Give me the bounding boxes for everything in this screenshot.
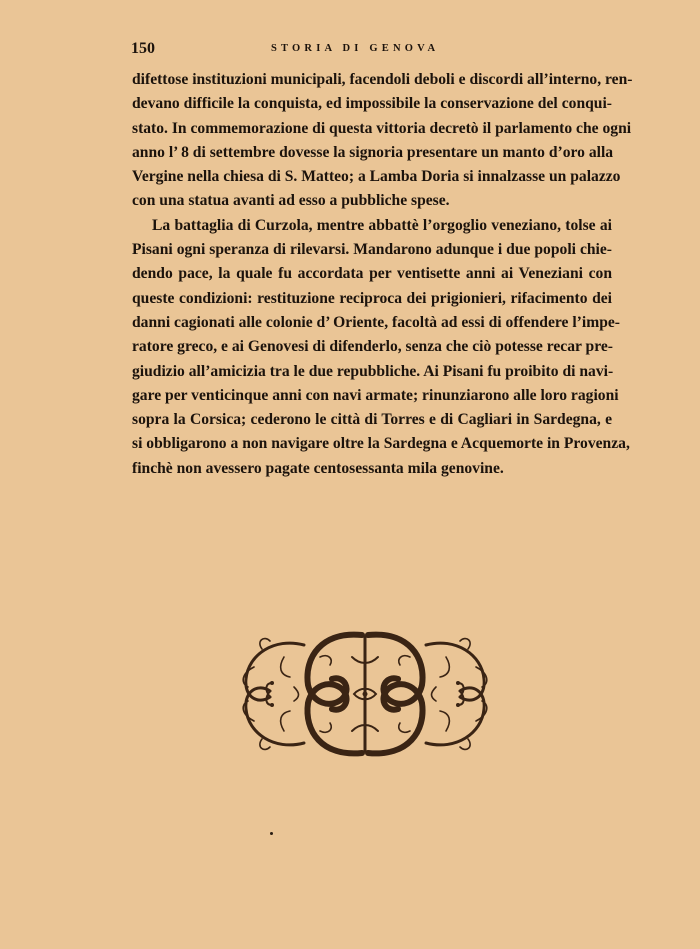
text-line: dendo pace, la quale fu accordata per ventisette anni ai Veneziani con: [132, 265, 612, 283]
text-line: La battaglia di Curzola, mentre abbattè l’orgoglio veneziano, tolse ai: [152, 216, 612, 234]
text-line: giudizio all’amicizia tra le due repubbliche. Ai Pisani fu proibito di navi-: [132, 362, 614, 380]
floral-scroll-ornament-icon: [234, 627, 496, 761]
text-line: si obbligarono a non navigare oltre la Sardegna e Acquemorte in Provenza,: [132, 435, 630, 453]
text-line: Pisani ogni speranza di rilevarsi. Mandarono adunque i due popoli chie-: [132, 241, 612, 259]
text-line: danni cagionati alle colonie d’ Oriente, facoltà ad essi di offendere l’impe-: [132, 313, 620, 331]
running-title: STORIA DI GENOVA: [271, 43, 440, 54]
text-line: anno l’ 8 di settembre dovesse la signoria presentare un manto d’oro alla: [132, 143, 614, 161]
text-line: queste condizioni: restituzione reciproca dei prigionieri, rifacimento dei: [132, 289, 612, 307]
text-line: ratore greco, e ai Genovesi di difenderlo, senza che ciò potesse recar pre-: [132, 338, 613, 356]
page-number: 150: [131, 40, 155, 57]
text-line: finchè non avessero pagate centosessanta mila genovine.: [132, 459, 504, 477]
text-line: gare per venticinque anni con navi armate; rinunziarono alle loro ragioni: [132, 386, 619, 404]
body-text: [132, 68, 633, 481]
text-line: devano difficile la conquista, ed impossibile la conservazione del conqui-: [132, 95, 612, 113]
text-line: con una statua avanti ad esso a pubbliche spese.: [132, 192, 450, 210]
paper-speck: [270, 832, 273, 835]
text-line: Vergine nella chiesa di S. Matteo; a Lamba Doria si innalzasse un palazzo: [132, 168, 621, 186]
text-line: difettose instituzioni municipali, facendoli deboli e discordi all’interno, ren-: [132, 71, 633, 88]
text-line: stato. In commemorazione di questa vittoria decretò il parlamento che ogni: [132, 119, 632, 137]
text-line: sopra la Corsica; cederono le città di Torres e di Cagliari in Sardegna, e: [132, 411, 612, 429]
